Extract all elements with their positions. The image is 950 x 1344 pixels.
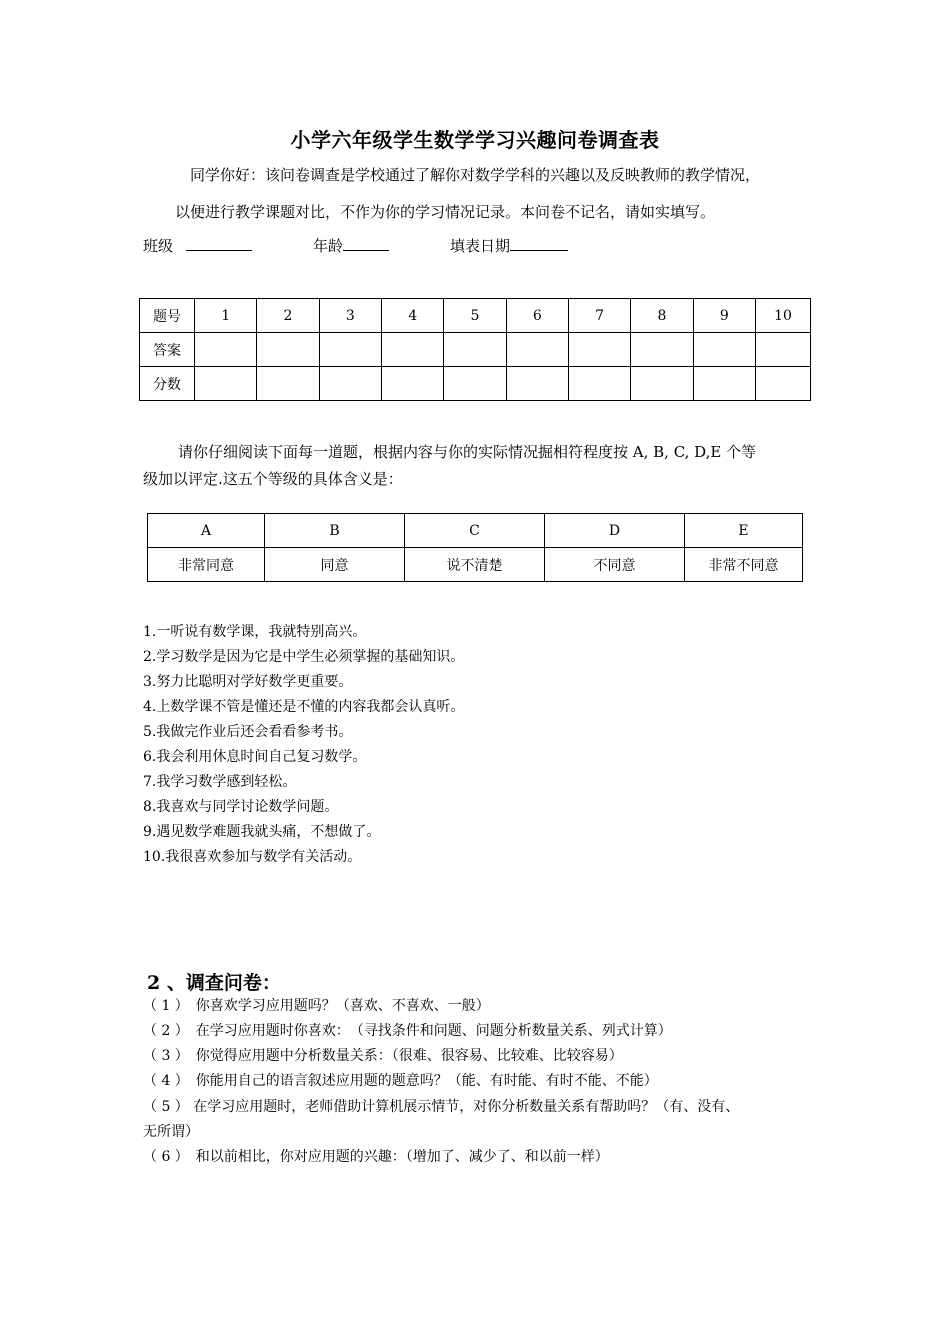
question-item: 7.我学习数学感到轻松。 (143, 774, 297, 790)
answer-row (140, 333, 811, 367)
answer-cell[interactable] (319, 333, 381, 367)
survey-item: （ 6 ） 和以前相比，你对应用题的兴趣：（增加了、减少了、和以前一样） (143, 1149, 609, 1165)
number-cell: 3 (319, 299, 381, 333)
question-item: 4.上数学课不管是懂还是不懂的内容我都会认真听。 (143, 699, 465, 715)
survey-item: （ 3 ） 你觉得应用题中分析数量关系：（很难、很容易、比较难、比较容易） (143, 1048, 623, 1064)
grade-meaning: 非常不同意 (685, 548, 803, 582)
instruction-line-1: 请你仔细阅读下面每一道题，根据内容与你的实际情况掘相符程度按 A, B, C, D,E 个等 (178, 443, 757, 461)
answer-cell[interactable] (381, 333, 443, 367)
info-line (143, 235, 843, 257)
score-cell[interactable] (631, 367, 693, 401)
number-cell: 6 (506, 299, 568, 333)
score-cell[interactable] (568, 367, 630, 401)
number-cell: 10 (756, 299, 811, 333)
answer-cell[interactable] (568, 333, 630, 367)
grade-letter: E (685, 514, 803, 548)
section-2-heading: 2 、调查问卷： (147, 972, 281, 994)
question-item: 6.我会利用休息时间自己复习数学。 (143, 749, 367, 765)
grade-letter-row (148, 514, 803, 548)
class-blank[interactable] (186, 236, 252, 251)
answer-cell[interactable] (444, 333, 506, 367)
grade-letter: A (148, 514, 265, 548)
survey-item: （ 1 ） 你喜欢学习应用题吗？（喜欢、不喜欢、一般） (143, 998, 490, 1014)
date-label: 填表日期 (450, 237, 511, 255)
grade-table (147, 513, 803, 582)
number-cell: 4 (381, 299, 443, 333)
grade-meaning: 说不清楚 (405, 548, 545, 582)
answer-cell[interactable] (195, 333, 257, 367)
grade-letter: B (265, 514, 405, 548)
class-label: 班级 (143, 237, 174, 255)
grade-letter: C (405, 514, 545, 548)
grade-meaning-row (148, 548, 803, 582)
grade-meaning: 不同意 (545, 548, 685, 582)
number-cell: 1 (195, 299, 257, 333)
score-table-header-row (140, 299, 811, 333)
question-item: 10.我很喜欢参加与数学有关活动。 (143, 849, 362, 865)
page-title: 小学六年级学生数学学习兴趣问卷调查表 (290, 128, 660, 152)
age-field[interactable] (313, 235, 389, 256)
question-item: 3.努力比聪明对学好数学更重要。 (143, 674, 353, 690)
survey-item-continuation: 无所谓） (143, 1124, 199, 1140)
answer-cell[interactable] (631, 333, 693, 367)
answer-cell[interactable] (257, 333, 319, 367)
score-cell[interactable] (693, 367, 755, 401)
score-cell[interactable] (756, 367, 811, 401)
grade-meaning: 非常同意 (148, 548, 265, 582)
answer-cell[interactable] (756, 333, 811, 367)
number-cell: 7 (568, 299, 630, 333)
number-cell: 5 (444, 299, 506, 333)
date-field[interactable] (450, 235, 568, 256)
grade-letter: D (545, 514, 685, 548)
question-item: 1.一听说有数学课，我就特别高兴。 (143, 624, 367, 640)
age-label: 年龄 (313, 237, 344, 255)
age-blank[interactable] (343, 236, 389, 251)
score-cell[interactable] (506, 367, 568, 401)
question-item: 5.我做完作业后还会看看参考书。 (143, 724, 353, 740)
question-item: 2.学习数学是因为它是中学生必须掌握的基础知识。 (143, 649, 465, 665)
answer-row-label: 答案 (140, 333, 195, 367)
date-blank[interactable] (510, 236, 568, 251)
intro-line-1: 同学你好：该问卷调查是学校通过了解你对数学学科的兴趣以及反映教师的教学情况， (190, 166, 761, 184)
score-cell[interactable] (319, 367, 381, 401)
grade-meaning: 同意 (265, 548, 405, 582)
score-row-label: 分数 (140, 367, 195, 401)
answer-cell[interactable] (506, 333, 568, 367)
score-cell[interactable] (381, 367, 443, 401)
survey-item: （ 5 ） 在学习应用题时，老师借助计算机展示情节，对你分析数量关系有帮助吗？（有、没有、 (143, 1099, 740, 1115)
instruction-line-2: 级加以评定.这五个等级的具体含义是： (143, 470, 403, 488)
question-item: 9.遇见数学难题我就头痛，不想做了。 (143, 824, 381, 840)
number-cell: 2 (257, 299, 319, 333)
number-cell: 9 (693, 299, 755, 333)
survey-item: （ 2 ） 在学习应用题时你喜欢： （寻找条件和问题、问题分析数量关系、列式计算） (143, 1023, 672, 1039)
survey-item: （ 4 ） 你能用自己的语言叙述应用题的题意吗？（能、有时能、有时不能、不能） (143, 1073, 658, 1089)
header-label-cell: 题号 (140, 299, 195, 333)
answer-cell[interactable] (693, 333, 755, 367)
score-table (139, 298, 811, 401)
intro-line-2: 以便进行教学课题对比，不作为你的学习情况记录。本问卷不记名，请如实填写。 (175, 203, 716, 221)
score-cell[interactable] (444, 367, 506, 401)
score-cell[interactable] (257, 367, 319, 401)
score-cell[interactable] (195, 367, 257, 401)
class-field[interactable] (143, 235, 252, 256)
question-item: 8.我喜欢与同学讨论数学问题。 (143, 799, 339, 815)
number-cell: 8 (631, 299, 693, 333)
score-row (140, 367, 811, 401)
